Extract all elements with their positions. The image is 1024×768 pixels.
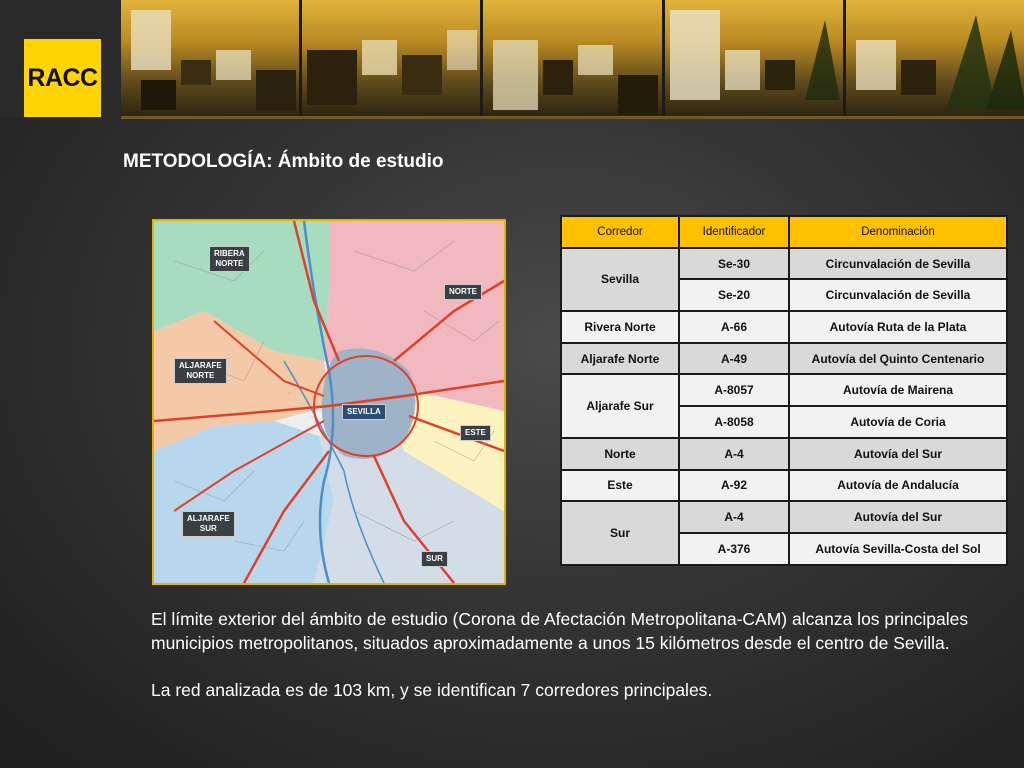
header-identificador: Identificador [679,216,789,248]
cell-denominacion: Autovía de Mairena [789,374,1007,406]
cell-denominacion: Circunvalación de Sevilla [789,279,1007,311]
slide-title: METODOLOGÍA: Ámbito de estudio [123,151,444,172]
study-area-map [152,219,506,585]
cell-denominacion: Autovía de Coria [789,406,1007,438]
cell-denominacion: Autovía del Quinto Centenario [789,343,1007,375]
table-row [561,374,1007,406]
table-row [561,248,1007,280]
traffic-photo [846,0,1024,118]
zone-aljarafe-sur [154,421,334,583]
cell-denominacion: Autovía de Andalucía [789,470,1007,502]
traffic-jam-illustration [302,0,480,118]
table-row [561,438,1007,470]
cell-identificador: A-4 [679,438,789,470]
map-label-este: ESTE [460,425,491,441]
traffic-jam-illustration [483,0,661,118]
cell-identificador: A-376 [679,533,789,565]
cell-corredor: Sevilla [561,248,679,311]
cell-corredor: Sur [561,501,679,564]
cell-corredor: Aljarafe Sur [561,374,679,437]
traffic-jam-illustration [846,0,1024,118]
table-row [561,311,1007,343]
table-row [561,501,1007,533]
cell-denominacion: Autovía Sevilla-Costa del Sol [789,533,1007,565]
traffic-jam-illustration [665,0,843,118]
header [0,0,1024,118]
cell-denominacion: Circunvalación de Sevilla [789,248,1007,280]
map-label-sur: SUR [421,551,448,567]
map-label-aljarafe-norte: ALJARAFE NORTE [174,358,227,384]
map-label-aljarafe-sur: ALJARAFE SUR [182,511,235,537]
racc-logo[interactable]: RACC [24,39,101,117]
cell-identificador: A-8058 [679,406,789,438]
traffic-jam-illustration [121,0,299,118]
cell-denominacion: Autovía del Sur [789,438,1007,470]
cell-identificador: A-49 [679,343,789,375]
header-corredor: Corredor [561,216,679,248]
paragraph-network: La red analizada es de 103 km, y se identifican 7 corredores principales. [151,680,713,700]
cell-identificador: Se-30 [679,248,789,280]
paragraph-study-area: El límite exterior del ámbito de estudio (Corona de Afectación Metropolitana-CAM) alcanza los principales municipios metropolitanos, situados aproximadamente a unos 15 kilómetros desde el centro de Sevilla. [151,609,969,653]
traffic-photo [665,0,843,118]
cell-corredor: Rivera Norte [561,311,679,343]
map-label-ribera-norte: RIBERA NORTE [209,246,250,272]
traffic-photo [302,0,480,118]
cell-identificador: Se-20 [679,279,789,311]
traffic-photo-banner [121,0,1024,118]
map-label-sevilla: SEVILLA [342,404,386,420]
cell-denominacion: Autovía del Sur [789,501,1007,533]
map-label-norte: NORTE [444,284,482,300]
cell-corredor: Aljarafe Norte [561,343,679,375]
header-divider [121,116,1024,119]
table-header-row [561,216,1007,248]
table-row [561,470,1007,502]
cell-identificador: A-8057 [679,374,789,406]
table-row [561,343,1007,375]
body-text [151,608,1001,703]
cell-corredor: Este [561,470,679,502]
cell-corredor: Norte [561,438,679,470]
traffic-photo [483,0,661,118]
cell-denominacion: Autovía Ruta de la Plata [789,311,1007,343]
cell-identificador: A-4 [679,501,789,533]
cell-identificador: A-92 [679,470,789,502]
traffic-photo [121,0,299,118]
cell-identificador: A-66 [679,311,789,343]
header-denominacion: Denominación [789,216,1007,248]
corridors-table [560,215,1008,566]
